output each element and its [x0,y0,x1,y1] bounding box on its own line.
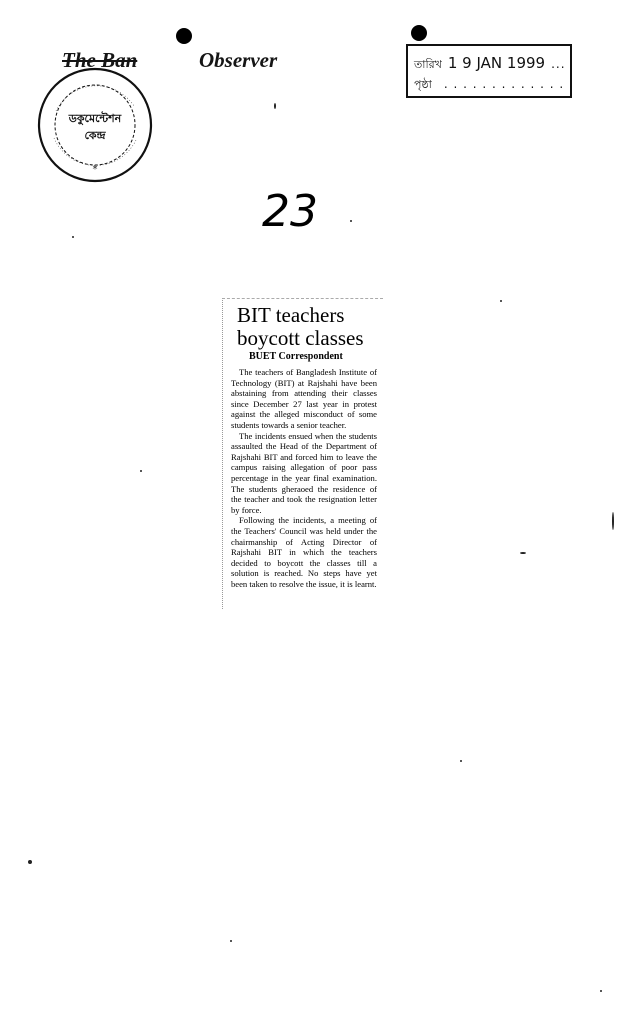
page-label: পৃষ্ঠা [414,78,432,91]
date-label: তারিখ [414,58,442,71]
headline-line1: BIT teachers [237,303,345,327]
article-paragraph: Following the incidents, a meeting of the Teachers' Council was held under the chairmanship of Acting Director of Rajshahi BIT in which the teachers decided to boycott the classes till a solution is reached. No steps have yet been taken to resolve the issue, it is learnt. [231,515,377,589]
scan-speck [230,940,232,942]
date-stamp [406,44,572,98]
page-dots: . . . . . . . . . . . . . . [443,77,574,91]
masthead-part1: The Ban [62,48,138,72]
date-value: 1 9 JAN 1999 [447,54,546,72]
seal-center-line2: কেন্দ্র [84,129,106,142]
scan-speck [600,990,602,992]
article-body [231,367,377,589]
scan-speck [612,512,614,530]
punch-hole-left [176,28,192,44]
newspaper-clipping [222,298,383,609]
scan-speck [28,860,32,864]
article-headline [237,304,377,350]
article-byline: BUET Correspondent [249,351,343,362]
article-paragraph: The incidents ensued when the students assaulted the Head of the Department of Rajshahi BIT and forced him to leave the campus raising allegation of poor pass percentage in the year final examination. The students gheraoed the residence of the teacher and took the resignation letter by force. [231,430,377,515]
documentation-seal [36,66,154,184]
svg-text:*: * [92,164,98,175]
masthead-part2: Observer [199,48,278,72]
scan-speck [350,220,352,222]
date-dots: ... [551,57,566,71]
page-row [414,76,574,95]
scan-speck [520,552,526,554]
scan-speck [72,236,74,238]
scan-speck [274,103,276,109]
scan-speck [140,470,142,472]
scan-speck [460,760,462,762]
scan-speck [500,300,502,302]
handwritten-page-number: 23 [262,186,318,237]
punch-hole-right [411,25,427,41]
article-paragraph: The teachers of Bangladesh Institute of Technology (BIT) at Rajshahi have been abstaining from attending their classes since December 27 last year in protest against the alleged misconduct of some students towards a senior teacher. [231,367,377,430]
seal-center-line1: ডকুমেন্টেশন [68,112,122,125]
headline-line2: boycott classes [237,326,364,350]
date-row [414,54,566,75]
